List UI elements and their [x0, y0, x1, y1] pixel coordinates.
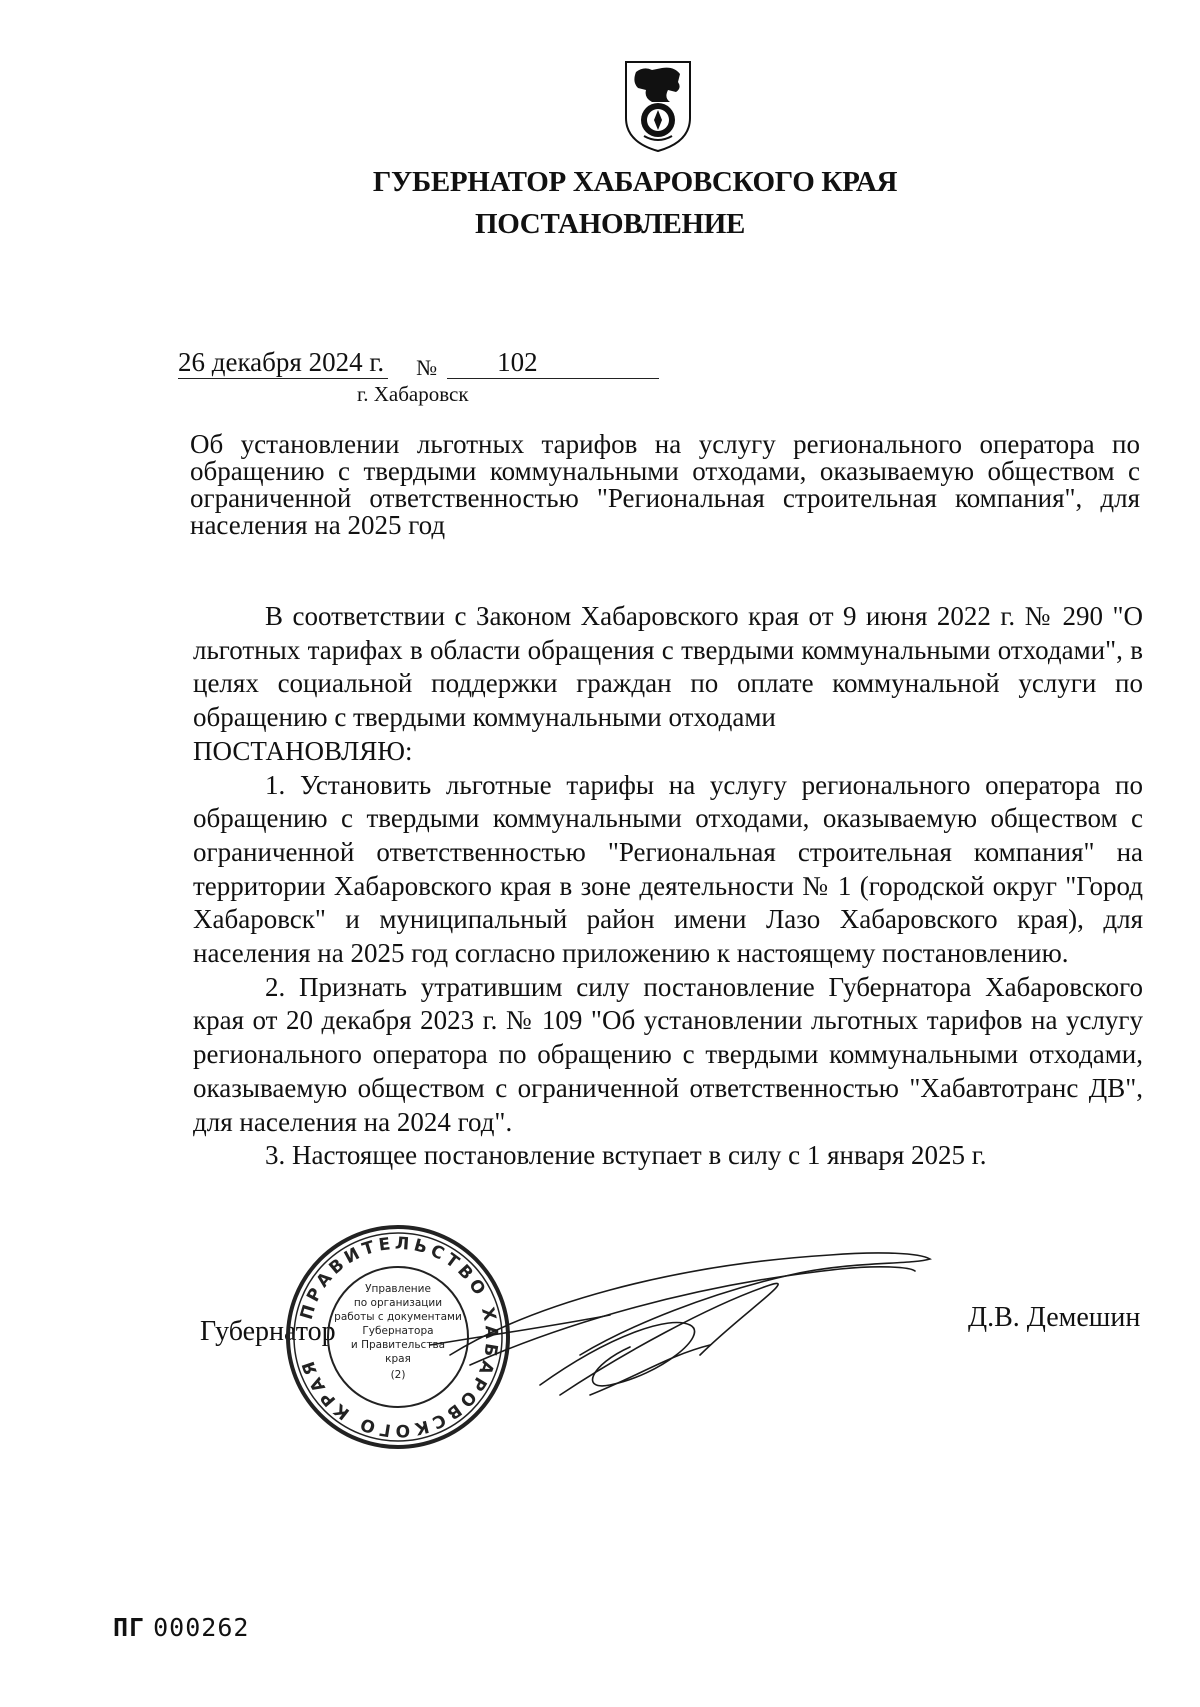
seal-line-5: и Правительства — [350, 1339, 446, 1351]
issuing-authority: ГУБЕРНАТОР ХАБАРОВСКОГО КРАЯ — [372, 166, 898, 198]
date-number-line — [178, 347, 659, 381]
document-date: 26 декабря 2024 г. — [178, 347, 388, 379]
document-type: ПОСТАНОВЛЕНИЕ — [474, 208, 746, 240]
signatory-name: Д.В. Демешин — [968, 1302, 1141, 1333]
seal-line-2: по организации — [353, 1297, 443, 1309]
coat-of-arms-icon — [622, 58, 694, 154]
document-number: 102 — [447, 347, 659, 379]
seal-line-4: Губернатора — [362, 1325, 434, 1337]
seal-line-3: работы с документами — [334, 1311, 462, 1323]
item-paragraph-2: 2. Признать утратившим силу постановление Губернатора Хабаровского края от 20 декабря 2023 г. № 109 "Об установлении льготных тарифов на услугу регионального оператора по обращению с твердыми коммунальными отходами, оказываемую обществом с ограниченной ответственностью "Хабавтотранс ДВ", для населения на 2024 год". — [193, 971, 1143, 1137]
number-sign: № — [416, 355, 438, 380]
document-subject: Об установлении льготных тарифов на услугу регионального оператора по обращению с твердыми коммунальными отходами, оказываемую обществом с ограниченной ответственностью "Региональная строительная компания", для населения на 2025 год — [190, 429, 1140, 540]
resolve-word: ПОСТАНОВЛЯЮ: — [193, 735, 413, 766]
document-body — [193, 600, 1143, 1173]
serial-code: 000262 — [153, 1613, 250, 1642]
item-paragraph-1: 1. Установить льготные тарифы на услугу регионального оператора по обращению с твердыми коммунальными отходами, оказываемую обществом с ограниченной ответственностью "Региональная строительная компания" на территории Хабаровского края в зоне деятельности № 1 (городской округ "Город Хабаровск" и муниципальный район имени Лазо Хабаровского края), для населения на 2025 год согласно приложению к настоящему постановлению. — [193, 769, 1143, 969]
signatory-role: Губернатор — [200, 1316, 336, 1347]
handwritten-signature-icon — [410, 1235, 950, 1415]
seal-line-1: Управление — [365, 1283, 431, 1295]
item-paragraph-3: 3. Настоящее постановление вступает в силу с 1 января 2025 г. — [265, 1140, 987, 1171]
serial-prefix: ПГ — [113, 1613, 146, 1642]
seal-ring-text: ПРАВИТЕЛЬСТВО ХАБАРОВСКОГО КРАЯ — [296, 1233, 502, 1441]
preamble-paragraph: В соответствии с Законом Хабаровского края от 9 июня 2022 г. № 290 "О льготных тарифах в области обращения с твердыми коммунальными отходами", в целях социальной поддержки граждан по оплате коммунальной услуги по обращению с твердыми коммунальными отходами — [193, 601, 1143, 733]
form-serial — [113, 1613, 249, 1642]
seal-line-7: (2) — [390, 1369, 406, 1381]
document-city: г. Хабаровск — [357, 382, 469, 406]
seal-line-6: края — [385, 1353, 411, 1365]
